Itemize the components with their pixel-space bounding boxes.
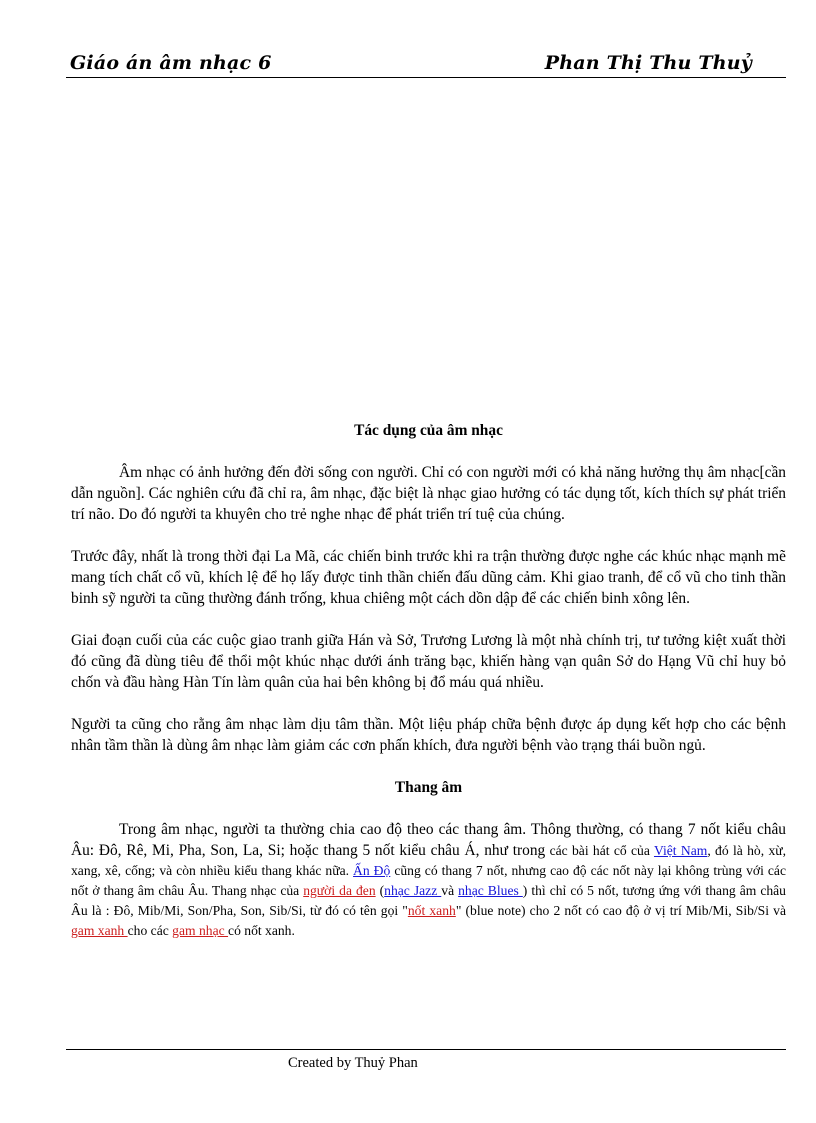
link-viet-nam[interactable]: Việt Nam xyxy=(653,843,708,858)
scale-text-5: ( xyxy=(375,883,385,898)
scale-text-3: , đó là hò, xừ, xang, xê, cống; và còn nhiều kiểu thang khác nữa. xyxy=(71,843,787,878)
link-an-do[interactable]: Ấn Độ xyxy=(353,863,391,878)
link-nhac-blues[interactable]: nhạc Blues xyxy=(458,883,523,898)
scale-text-2: các bài hát cổ của xyxy=(545,843,654,858)
footer-divider xyxy=(66,1049,786,1050)
paragraph-4: Người ta cũng cho rằng âm nhạc làm dịu tâm thần. Một liệu pháp chữa bệnh được áp dụng kết hợp cho các bệnh nhân tầm thần là dùng âm nhạc làm giảm các cơn phấn khích, đưa người bệnh vào trạng thái buồn ngủ. xyxy=(71,716,786,754)
section-title-effects: Tác dụng của âm nhạc xyxy=(354,422,503,439)
paragraph-scale xyxy=(71,819,786,941)
scale-text-6: và xyxy=(441,883,459,898)
scale-text-1: Trong âm nhạc, người ta thường chia cao độ theo các thang âm. Thông thường, có thang 7 nốt kiểu châu Âu: Đô, Rê, Mi, Pha, Son, La, Si; hoặc thang 5 nốt kiểu châu Á, như trong xyxy=(71,821,786,859)
page-footer: Created by Thuỷ Phan xyxy=(288,1055,418,1071)
link-nguoi-da-den[interactable]: người da đen xyxy=(303,883,376,898)
paragraph-2: Trước đây, nhất là trong thời đại La Mã, các chiến binh trước khi ra trận thường được nghe các khúc nhạc mạnh mẽ mang tích chất cổ vũ, khích lệ để họ lấy được tinh thần chiến đấu dũng cảm. Khi giao tranh, để cổ vũ cho tinh thần binh sỹ người ta cũng thường đánh trống, khua chiêng một cách dồn dập để các chiến binh xông lên. xyxy=(71,548,786,607)
scale-text-9: cho các xyxy=(127,923,173,938)
scale-text-8: " (blue note) cho 2 nốt có cao độ ở vị trí Mib/Mi, Sib/Si và xyxy=(455,903,786,918)
document-body xyxy=(71,420,786,941)
page-header xyxy=(66,50,786,78)
link-gam-nhac[interactable]: gam nhạc xyxy=(172,923,229,938)
paragraph-3: Giai đoạn cuối của các cuộc giao tranh giữa Hán và Sở, Trương Lương là một nhà chính trị, tư tưởng kiệt xuất thời đó cũng đã dùng tiêu để thổi một khúc nhạc dưới ánh trăng bạc, khiến hàng vạn quân Sở do Hạng Vũ chỉ huy bỏ chốn và đầu hàng Hàn Tín làm quân của hai bên không bị đổ máu quá nhiều. xyxy=(71,632,786,691)
header-divider xyxy=(66,77,786,78)
link-nhac-jazz[interactable]: nhạc Jazz xyxy=(384,883,442,898)
scale-text-10: có nốt xanh. xyxy=(228,923,295,938)
link-not-xanh[interactable]: nốt xanh xyxy=(407,903,456,918)
link-gam-xanh[interactable]: gam xanh xyxy=(71,923,128,938)
header-author: Phan Thị Thu Thuỷ xyxy=(544,52,752,74)
scale-text-4: cũng có thang 7 nốt, nhưng cao độ các nốt này lại không trùng với các nốt ở thang âm châu Âu. Thang nhạc của xyxy=(71,863,786,898)
paragraph-1: Âm nhạc có ảnh hưởng đến đời sống con người. Chỉ có con người mới có khả năng hưởng thụ âm nhạc[cần dẫn nguồn]. Các nghiên cứu đã chỉ ra, âm nhạc, đặc biệt là nhạc giao hưởng có tác dụng tốt, kích thích sự phát triển trí não. Do đó người ta khuyên cho trẻ nghe nhạc để phát triển trí tuệ của chúng. xyxy=(71,464,786,523)
section-title-scale: Thang âm xyxy=(394,779,463,796)
header-title: Giáo án âm nhạc 6 xyxy=(70,52,272,74)
scale-text-7: ) thì chỉ có 5 nốt, tương ứng với thang âm châu Âu là : Đô, Mib/Mi, Son/Pha, Son, Sib/Si, từ đó có tên gọi " xyxy=(71,883,786,918)
